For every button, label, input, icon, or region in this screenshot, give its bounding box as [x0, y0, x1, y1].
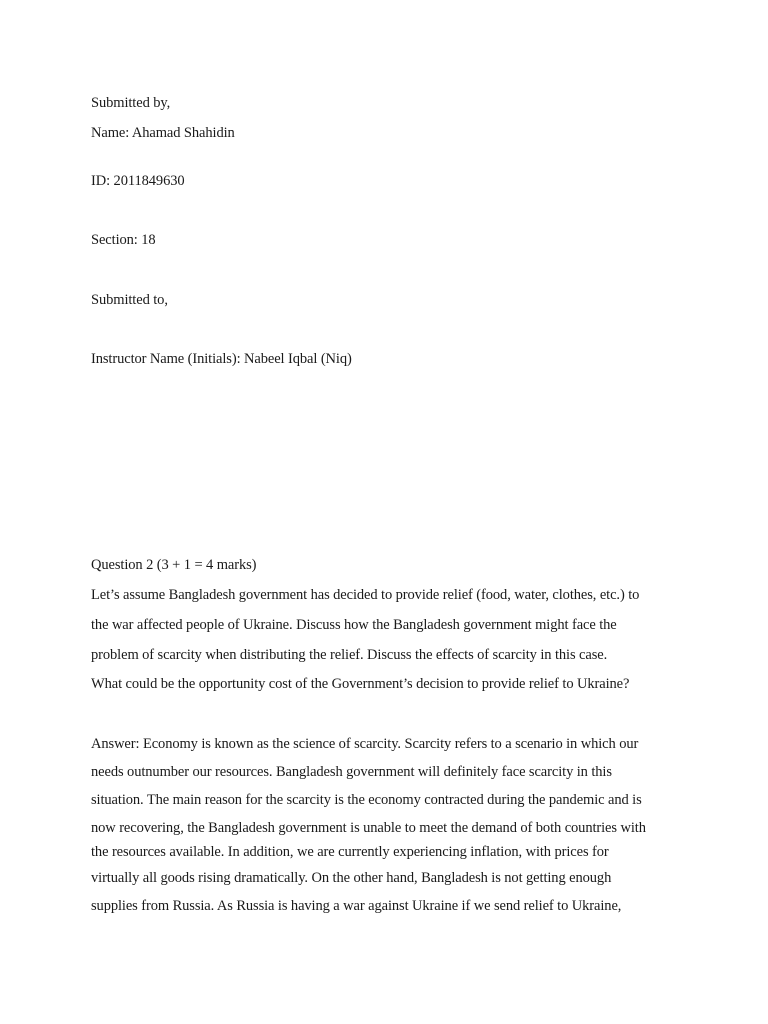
question-line: Let’s assume Bangladesh government has decided to provide relief (food, water, clothes, etc.) to	[91, 587, 640, 603]
answer-line: virtually all goods rising dramatically. On the other hand, Bangladesh is not getting enough	[91, 870, 612, 886]
answer-line: situation. The main reason for the scarcity is the economy contracted during the pandemic and is	[91, 792, 642, 808]
answer-line: needs outnumber our resources. Bangladesh government will definitely face scarcity in this	[91, 764, 612, 780]
submitted-to-label: Submitted to,	[91, 292, 168, 308]
question-line: the war affected people of Ukraine. Discuss how the Bangladesh government might face the	[91, 617, 617, 633]
answer-line: the resources available. In addition, we are currently experiencing inflation, with prices for	[91, 844, 609, 860]
submitted-by-label: Submitted by,	[91, 95, 171, 111]
section-number: Section: 18	[91, 232, 156, 248]
question-title: Question 2 (3 + 1 = 4 marks)	[91, 557, 257, 573]
answer-line: Answer: Economy is known as the science of scarcity. Scarcity refers to a scenario in which our	[91, 736, 639, 752]
answer-line: now recovering, the Bangladesh government is unable to meet the demand of both countries with	[91, 820, 646, 836]
answer-line: supplies from Russia. As Russia is having a war against Ukraine if we send relief to Ukraine,	[91, 898, 622, 914]
student-name: Name: Ahamad Shahidin	[91, 125, 235, 141]
question-line: What could be the opportunity cost of the Government’s decision to provide relief to Ukraine?	[91, 676, 630, 692]
instructor-name: Instructor Name (Initials): Nabeel Iqbal (Niq)	[91, 351, 352, 367]
question-line: problem of scarcity when distributing the relief. Discuss the effects of scarcity in this case.	[91, 647, 608, 663]
student-id: ID: 2011849630	[91, 173, 185, 189]
